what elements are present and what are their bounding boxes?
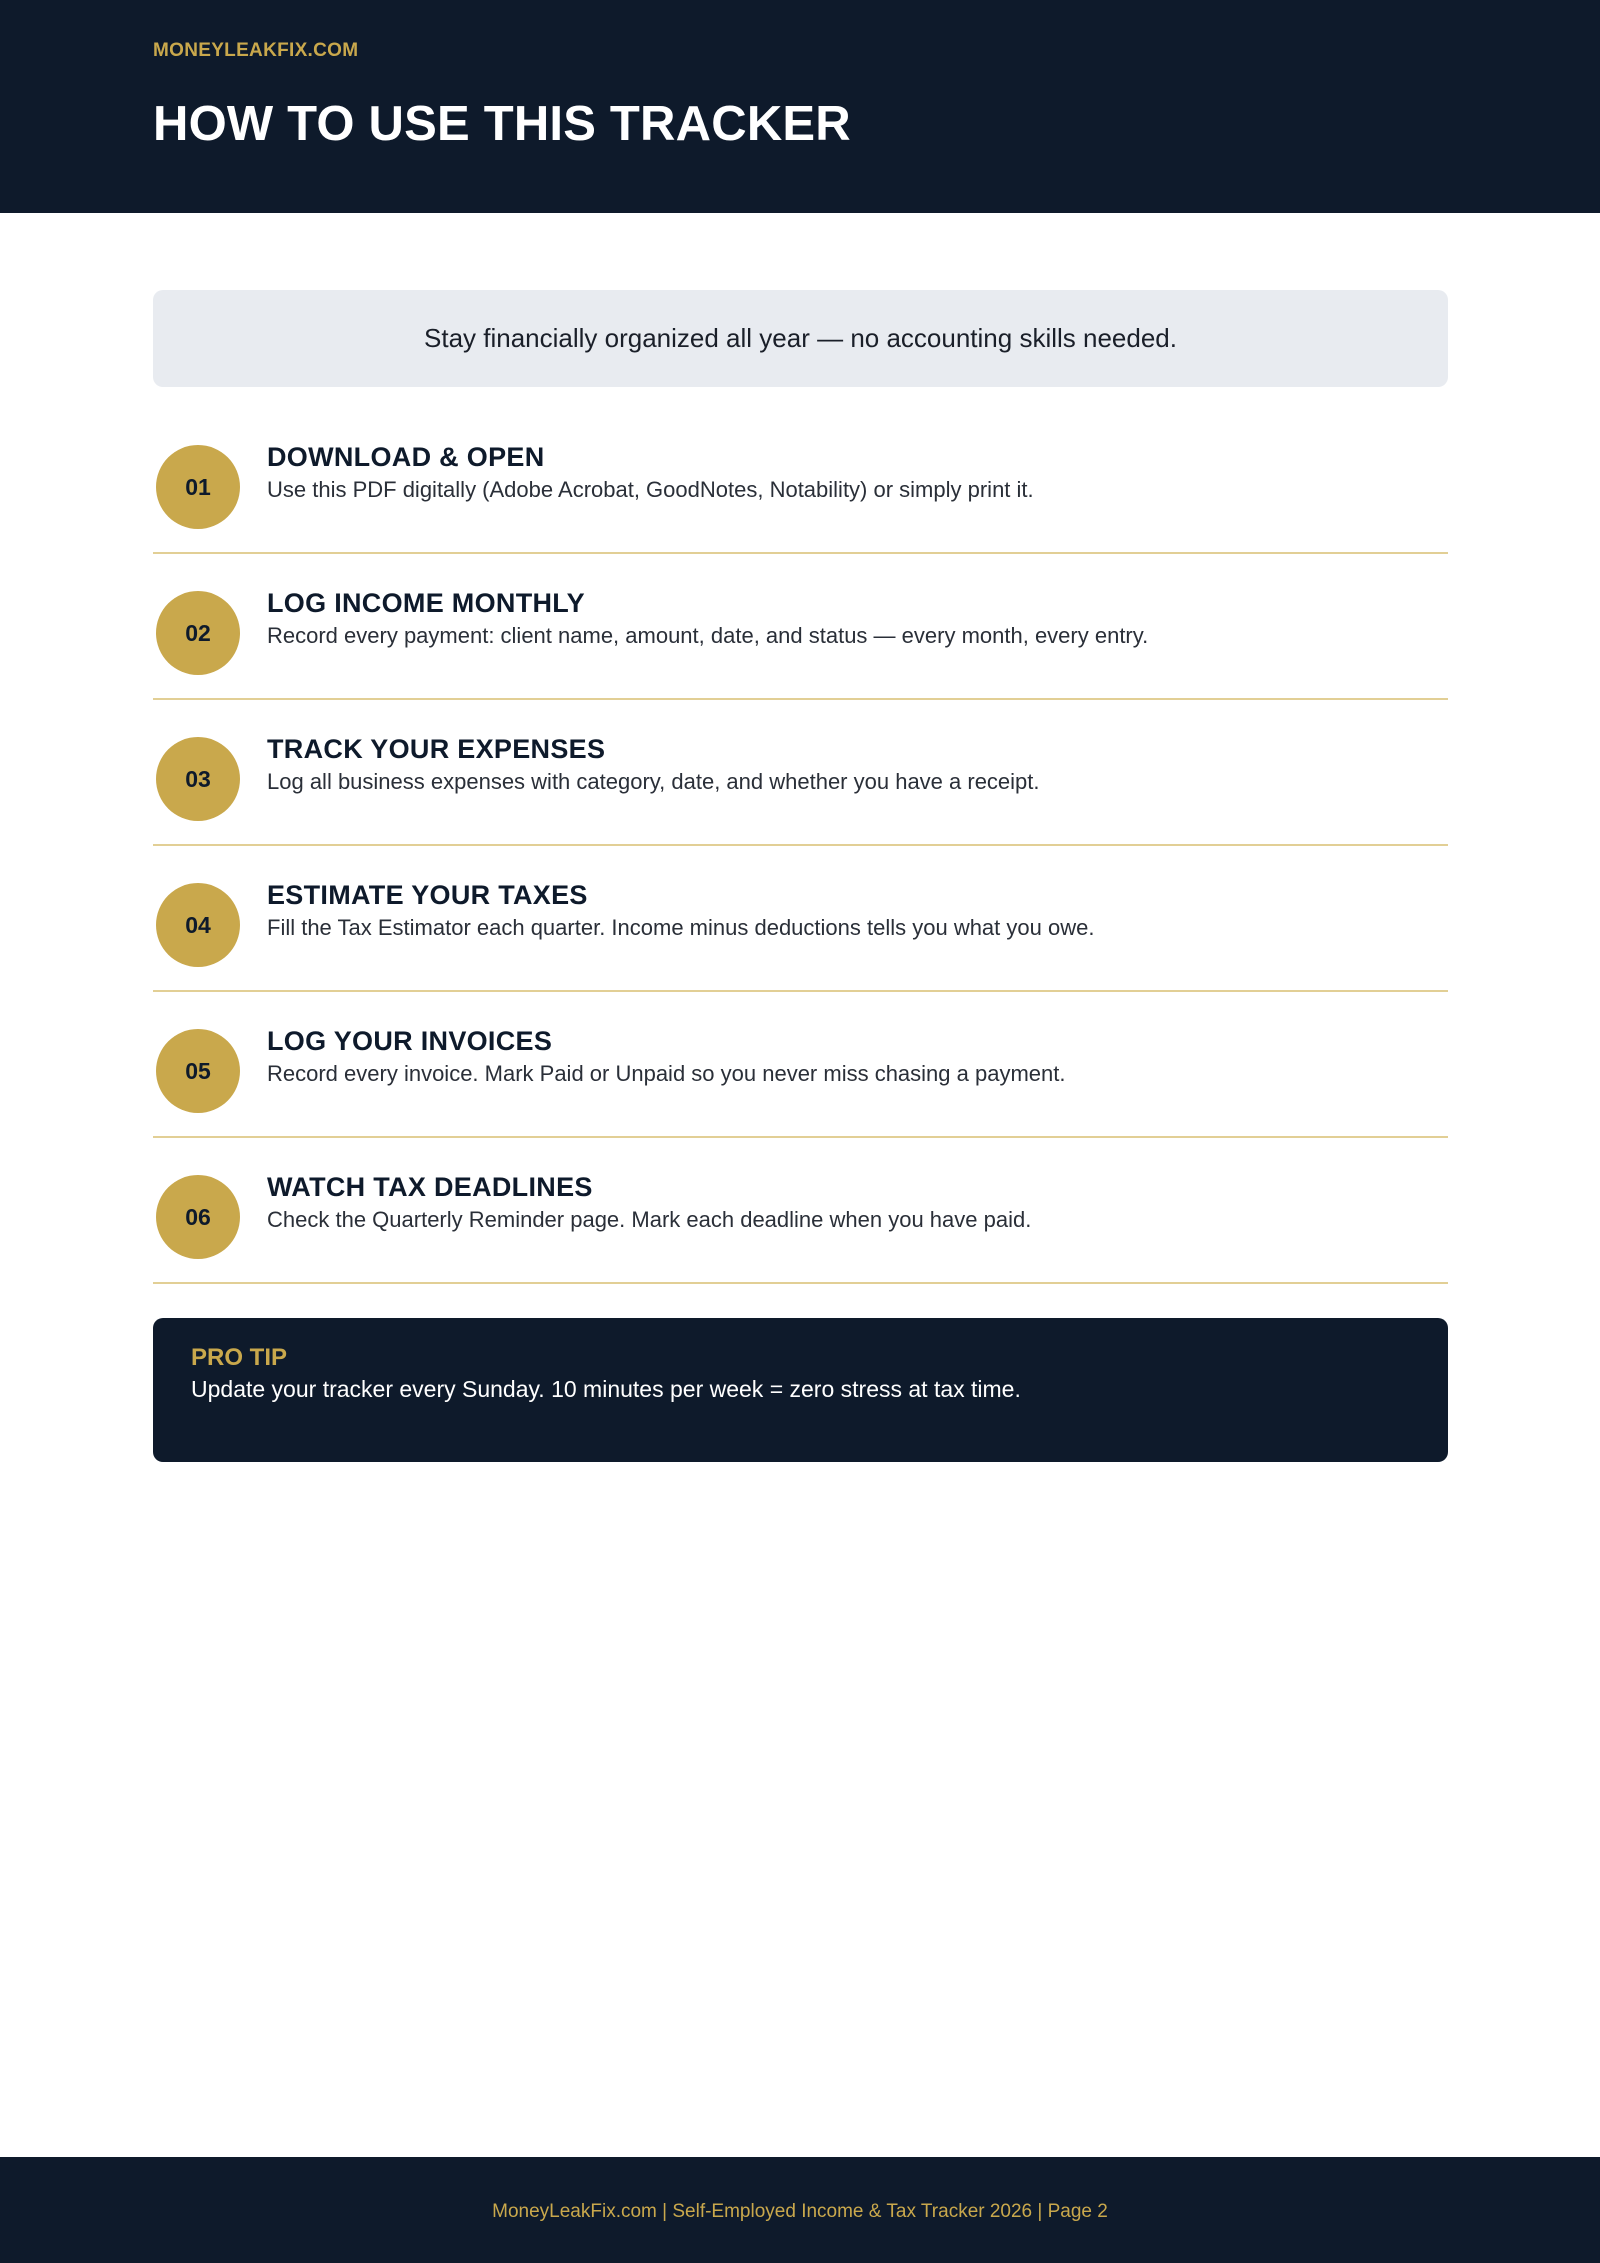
step-title: ESTIMATE YOUR TAXES [267,880,588,910]
steps-list [153,408,1448,1284]
step-item [153,1138,1448,1284]
step-number-badge: 03 [156,737,240,821]
step-number-badge: 01 [156,445,240,529]
brand-label: MONEYLEAKFIX.COM [153,40,359,61]
step-number-badge: 04 [156,883,240,967]
step-number-badge: 02 [156,591,240,675]
step-description: Fill the Tax Estimator each quarter. Income minus deductions tells you what you owe. [267,915,1095,940]
pro-tip-text: Update your tracker every Sunday. 10 minutes per week = zero stress at tax time. [191,1376,1021,1402]
step-item [153,408,1448,554]
step-description: Check the Quarterly Reminder page. Mark each deadline when you have paid. [267,1207,1032,1232]
step-title: LOG YOUR INVOICES [267,1026,553,1056]
step-title: LOG INCOME MONTHLY [267,588,585,618]
step-item [153,554,1448,700]
page-header [0,0,1600,213]
step-item [153,992,1448,1138]
step-title: WATCH TAX DEADLINES [267,1172,593,1202]
step-item [153,846,1448,992]
step-title: TRACK YOUR EXPENSES [267,734,606,764]
page-title: HOW TO USE THIS TRACKER [153,97,851,151]
step-number-badge: 05 [156,1029,240,1113]
step-title: DOWNLOAD & OPEN [267,442,545,472]
intro-text: Stay financially organized all year — no accounting skills needed. [424,323,1177,353]
step-description: Record every invoice. Mark Paid or Unpaid so you never miss chasing a payment. [267,1061,1066,1086]
step-description: Use this PDF digitally (Adobe Acrobat, GoodNotes, Notability) or simply print it. [267,477,1034,502]
step-description: Record every payment: client name, amount, date, and status — every month, every entry. [267,623,1149,648]
step-item [153,700,1448,846]
pro-tip-label: PRO TIP [191,1344,288,1371]
pro-tip-box [153,1318,1448,1462]
intro-box [153,290,1448,387]
step-description: Log all business expenses with category, date, and whether you have a receipt. [267,769,1040,794]
step-number-badge: 06 [156,1175,240,1259]
footer-text: MoneyLeakFix.com | Self-Employed Income & Tax Tracker 2026 | Page 2 [492,2200,1108,2222]
page-footer [0,2157,1600,2263]
